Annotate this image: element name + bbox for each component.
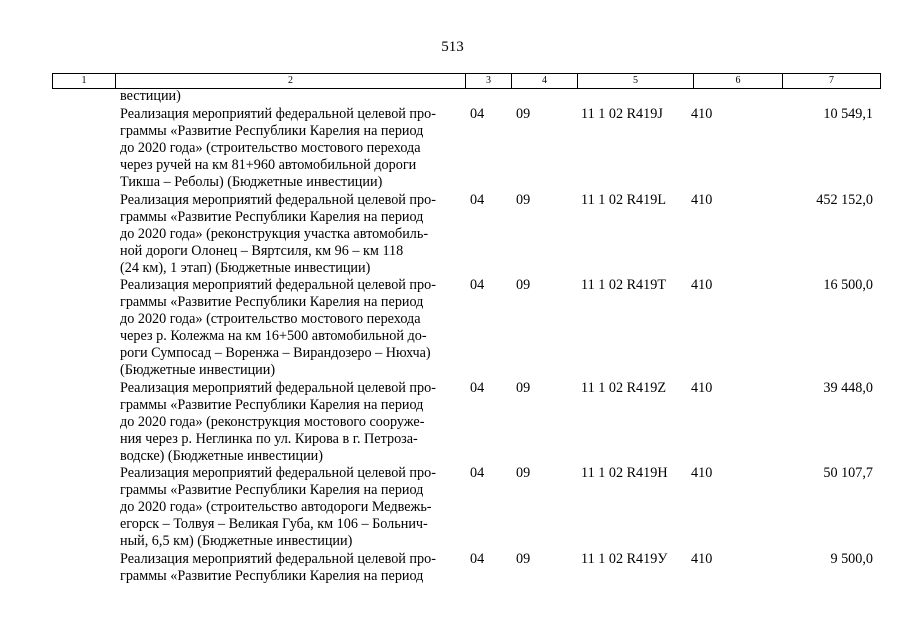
row-cell-c5: 11 1 02 R419У bbox=[581, 550, 668, 567]
column-header-table bbox=[52, 73, 881, 89]
column-header-2: 2 bbox=[116, 74, 466, 89]
description-line: Реализация мероприятий федеральной целевой про- bbox=[120, 277, 436, 293]
row-cell-c6: 410 bbox=[691, 550, 713, 567]
row-cell-c5: 11 1 02 R419H bbox=[581, 465, 668, 482]
row-description bbox=[120, 192, 465, 277]
description-line: до 2020 года» (строительство мостового перехода bbox=[120, 311, 421, 328]
row-cell-c4: 09 bbox=[516, 465, 531, 482]
description-line: граммы «Развитие Республики Карелия на период bbox=[120, 482, 424, 499]
row-cell-c5: 11 1 02 R419J bbox=[581, 106, 663, 122]
row-description bbox=[120, 380, 465, 465]
row-cell-c7: 39 448,0 bbox=[823, 379, 873, 396]
row-cell-c6: 410 bbox=[691, 465, 713, 482]
row-cell-c6: 410 bbox=[691, 191, 713, 208]
row-cell-c5: 11 1 02 R419L bbox=[581, 191, 666, 208]
description-line: до 2020 года» (строительство автодороги Медвежь- bbox=[120, 499, 432, 516]
description-line: до 2020 года» (реконструкция участка автомобиль- bbox=[120, 225, 429, 242]
row-cell-c4: 09 bbox=[516, 379, 531, 396]
description-line: роги Сумпосад – Воренжа – Вирандозеро – Нюхча) bbox=[120, 345, 431, 362]
row-cell-c6: 410 bbox=[691, 106, 713, 122]
row-cell-c7: 9 500,0 bbox=[830, 550, 873, 567]
row-cell-c4: 09 bbox=[516, 191, 531, 208]
description-line: Реализация мероприятий федеральной целевой про- bbox=[120, 106, 436, 122]
row-cell-c6: 410 bbox=[691, 379, 713, 396]
description-line: через р. Колежма на км 16+500 автомобильной до- bbox=[120, 328, 427, 345]
description-line: Тикша – Реболы) (Бюджетные инвестиции) bbox=[120, 174, 383, 191]
row-description bbox=[120, 551, 465, 585]
column-header-4: 4 bbox=[512, 74, 578, 89]
description-line: ный, 6,5 км) (Бюджетные инвестиции) bbox=[120, 533, 353, 550]
row-cell-c3: 04 bbox=[470, 191, 485, 208]
column-header-row bbox=[53, 74, 881, 89]
column-header-5: 5 bbox=[578, 74, 694, 89]
row-cell-c4: 09 bbox=[516, 550, 531, 567]
page-number: 513 bbox=[441, 39, 464, 55]
description-line: до 2020 года» (реконструкция мостового сооруже- bbox=[120, 413, 425, 430]
column-header-3: 3 bbox=[466, 74, 512, 89]
row-cell-c3: 04 bbox=[470, 379, 485, 396]
description-line: граммы «Развитие Республики Карелия на период bbox=[120, 294, 424, 311]
row-description bbox=[120, 106, 465, 191]
description-line: ной дороги Олонец – Вяртсиля, км 96 – км 118 bbox=[120, 242, 404, 259]
description-line: водске) (Бюджетные инвестиции) bbox=[120, 447, 324, 464]
row-cell-c3: 04 bbox=[470, 465, 485, 482]
description-line: граммы «Развитие Республики Карелия на период bbox=[120, 208, 424, 225]
description-line: Реализация мероприятий федеральной целевой про- bbox=[120, 550, 436, 567]
row-cell-c5: 11 1 02 R419Z bbox=[581, 379, 666, 396]
description-line: через ручей на км 81+960 автомобильной дороги bbox=[120, 157, 417, 174]
row-cell-c6: 410 bbox=[691, 277, 713, 293]
row-cell-c4: 09 bbox=[516, 277, 531, 293]
description-line: граммы «Развитие Республики Карелия на период bbox=[120, 396, 424, 413]
row-cell-c5: 11 1 02 R419T bbox=[581, 277, 666, 293]
description-line: граммы «Развитие Республики Карелия на период bbox=[120, 123, 424, 140]
description-line: Реализация мероприятий федеральной целевой про- bbox=[120, 465, 436, 482]
row-cell-c7: 452 152,0 bbox=[816, 191, 873, 208]
description-line: граммы «Развитие Республики Карелия на период bbox=[120, 567, 424, 584]
row-cell-c7: 10 549,1 bbox=[823, 106, 873, 122]
column-header-7: 7 bbox=[783, 74, 881, 89]
row-cell-c3: 04 bbox=[470, 277, 485, 293]
description-line: Реализация мероприятий федеральной целевой про- bbox=[120, 379, 436, 396]
row-cell-c4: 09 bbox=[516, 106, 531, 122]
continued-text: вестиции) bbox=[120, 88, 181, 104]
row-cell-c3: 04 bbox=[470, 550, 485, 567]
description-line: егорск – Толвуя – Великая Губа, км 106 – Больнич- bbox=[120, 516, 428, 533]
description-line: Реализация мероприятий федеральной целевой про- bbox=[120, 191, 436, 208]
row-description bbox=[120, 277, 465, 380]
column-header-6: 6 bbox=[694, 74, 783, 89]
description-line: до 2020 года» (строительство мостового перехода bbox=[120, 140, 421, 157]
column-header-1: 1 bbox=[53, 74, 116, 89]
row-description bbox=[120, 465, 465, 550]
row-cell-c7: 16 500,0 bbox=[823, 277, 873, 293]
row-cell-c7: 50 107,7 bbox=[823, 465, 873, 482]
description-line: (Бюджетные инвестиции) bbox=[120, 362, 276, 379]
description-line: ния через р. Неглинка по ул. Кирова в г. Петроза- bbox=[120, 430, 418, 447]
row-cell-c3: 04 bbox=[470, 106, 485, 122]
description-line: (24 км), 1 этап) (Бюджетные инвестиции) bbox=[120, 259, 371, 276]
